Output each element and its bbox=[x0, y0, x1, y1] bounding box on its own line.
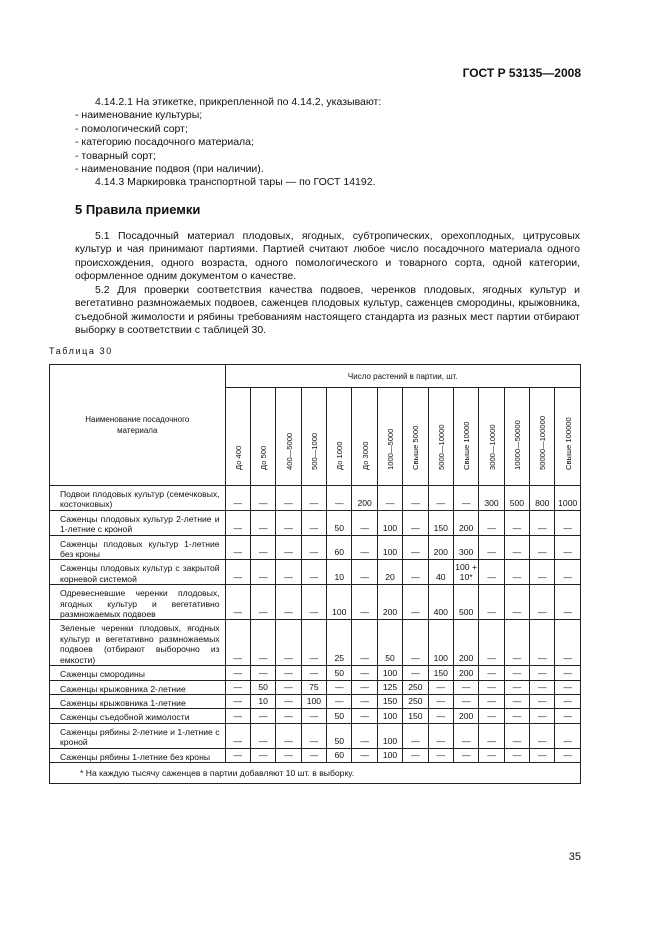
table-cell: — bbox=[479, 680, 504, 694]
table-cell: 60 bbox=[327, 748, 352, 762]
column-header bbox=[301, 388, 326, 486]
table-cell: — bbox=[530, 585, 555, 620]
column-header-label: Свыше 100000 bbox=[563, 417, 573, 470]
table-cell: — bbox=[250, 560, 275, 585]
table-cell: 100 + 10* bbox=[453, 560, 478, 585]
table-row bbox=[50, 666, 581, 680]
table-cell: — bbox=[555, 680, 581, 694]
column-header bbox=[428, 388, 453, 486]
table-cell: — bbox=[250, 723, 275, 748]
column-header-label: До 400 bbox=[233, 445, 243, 470]
table-cell: 75 bbox=[301, 680, 326, 694]
table-cell: — bbox=[225, 723, 250, 748]
table-cell: 100 bbox=[301, 694, 326, 708]
column-header bbox=[403, 388, 428, 486]
column-header bbox=[453, 388, 478, 486]
column-header-label: 500—1000 bbox=[309, 432, 319, 470]
table-cell: — bbox=[403, 486, 428, 511]
clause-4-14-2-1: 4.14.2.1 На этикетке, прикрепленной по 4.14.2, указывают: bbox=[95, 96, 382, 108]
table-cell: — bbox=[403, 560, 428, 585]
table-cell: 300 bbox=[453, 535, 478, 560]
table-cell: 100 bbox=[377, 666, 402, 680]
table-cell: — bbox=[403, 666, 428, 680]
column-header-label: 3000—10000 bbox=[487, 424, 497, 470]
table-footnote-row bbox=[50, 762, 581, 783]
column-header-label: Свыше 10000 bbox=[462, 421, 472, 470]
row-name: Саженцы рябины 1-летние без кроны bbox=[50, 748, 226, 762]
table-cell: — bbox=[530, 666, 555, 680]
table-cell: — bbox=[352, 680, 377, 694]
table-row bbox=[50, 585, 581, 620]
table-cell: — bbox=[530, 560, 555, 585]
table-cell: — bbox=[250, 486, 275, 511]
table-cell: — bbox=[301, 585, 326, 620]
table-cell: — bbox=[453, 680, 478, 694]
table-cell: — bbox=[428, 748, 453, 762]
table-cell: — bbox=[428, 723, 453, 748]
table-cell: — bbox=[225, 620, 250, 666]
table-cell: — bbox=[504, 748, 529, 762]
table-footnote: * На каждую тысячу саженцев в партии добавляют 10 шт. в выборку. bbox=[50, 762, 581, 783]
table-cell: — bbox=[403, 585, 428, 620]
row-name: Саженцы плодовых культур 2-летние и 1-летние с кроной bbox=[50, 510, 226, 535]
table-cell: — bbox=[301, 510, 326, 535]
table-cell: 200 bbox=[453, 620, 478, 666]
table-cell: — bbox=[504, 585, 529, 620]
table-cell: 100 bbox=[377, 535, 402, 560]
row-name: Подвои плодовых культур (семечковых, косточковых) bbox=[50, 486, 226, 511]
table-cell: — bbox=[225, 666, 250, 680]
table-cell: — bbox=[250, 620, 275, 666]
column-header bbox=[504, 388, 529, 486]
column-header bbox=[555, 388, 581, 486]
table-cell: 300 bbox=[479, 486, 504, 511]
table-cell: 20 bbox=[377, 560, 402, 585]
table-cell: — bbox=[555, 748, 581, 762]
table-cell: — bbox=[352, 620, 377, 666]
table-cell: — bbox=[479, 620, 504, 666]
table-cell: 200 bbox=[453, 510, 478, 535]
table-cell: — bbox=[276, 709, 301, 723]
table-cell: — bbox=[352, 694, 377, 708]
table-row bbox=[50, 560, 581, 585]
column-header bbox=[276, 388, 301, 486]
list-item: - товарный сорт; bbox=[75, 149, 156, 162]
document-header: ГОСТ Р 53135—2008 bbox=[462, 66, 581, 80]
marking-list bbox=[75, 96, 580, 190]
table-cell: — bbox=[225, 694, 250, 708]
table-cell: — bbox=[225, 486, 250, 511]
table-cell: — bbox=[555, 709, 581, 723]
table-cell: — bbox=[504, 680, 529, 694]
column-header-label: 10000—50000 bbox=[512, 420, 522, 470]
column-header bbox=[530, 388, 555, 486]
table-cell: 10 bbox=[327, 560, 352, 585]
table-cell: — bbox=[225, 709, 250, 723]
row-name: Одревесневшие черенки плодовых, ягодных культур и вегетативно размножаемых подвоев bbox=[50, 585, 226, 620]
table-cell: — bbox=[225, 585, 250, 620]
table-cell: 400 bbox=[428, 585, 453, 620]
column-header-label: До 500 bbox=[259, 445, 269, 470]
table-cell: 100 bbox=[428, 620, 453, 666]
table-cell: — bbox=[276, 535, 301, 560]
table-cell: 50 bbox=[327, 666, 352, 680]
row-name: Саженцы крыжовника 2-летние bbox=[50, 680, 226, 694]
table-cell: — bbox=[428, 709, 453, 723]
table-cell: — bbox=[276, 486, 301, 511]
table-cell: — bbox=[250, 535, 275, 560]
table-cell: — bbox=[530, 694, 555, 708]
table-cell: — bbox=[301, 560, 326, 585]
table-cell: — bbox=[250, 510, 275, 535]
table-cell: — bbox=[555, 620, 581, 666]
table-cell: — bbox=[479, 709, 504, 723]
table-cell: 60 bbox=[327, 535, 352, 560]
table-cell: — bbox=[276, 723, 301, 748]
table-cell: 250 bbox=[403, 680, 428, 694]
table-cell: — bbox=[301, 666, 326, 680]
table-row bbox=[50, 510, 581, 535]
table-cell: — bbox=[530, 535, 555, 560]
table-cell: — bbox=[428, 486, 453, 511]
table-cell: — bbox=[352, 723, 377, 748]
table-cell: — bbox=[555, 535, 581, 560]
table-row bbox=[50, 694, 581, 708]
table-cell: 25 bbox=[327, 620, 352, 666]
table-cell: — bbox=[428, 694, 453, 708]
row-name: Саженцы рябины 2-летние и 1-летние с кроной bbox=[50, 723, 226, 748]
table-cell: 250 bbox=[403, 694, 428, 708]
table-cell: — bbox=[225, 510, 250, 535]
column-header-label: 1000—5000 bbox=[386, 428, 395, 470]
table-cell: — bbox=[250, 709, 275, 723]
list-item: - категорию посадочного материала; bbox=[75, 136, 254, 149]
table-cell: — bbox=[276, 620, 301, 666]
table-cell: 50 bbox=[327, 510, 352, 535]
table-cell: 10 bbox=[250, 694, 275, 708]
column-header bbox=[225, 388, 250, 486]
column-header-label: Свыше 5000 bbox=[411, 425, 421, 470]
table-cell: — bbox=[479, 748, 504, 762]
table-cell: 1000 bbox=[555, 486, 581, 511]
table-cell: — bbox=[250, 748, 275, 762]
table-cell: — bbox=[453, 694, 478, 708]
table-row bbox=[50, 680, 581, 694]
table-cell: — bbox=[327, 694, 352, 708]
clause-5-1: 5.1 Посадочный материал плодовых, ягодных, субтропических, орехоплодных, цитрусовых культур и чая принимают партиями. Партией считают любое число посадочного материала одного происхождения, одного возраста, одного помологического и товарного сорта, одной категории, оформленное одним документом о качестве. bbox=[75, 230, 580, 283]
table-cell: 500 bbox=[453, 585, 478, 620]
table-cell: — bbox=[403, 723, 428, 748]
table-cell: — bbox=[301, 620, 326, 666]
table-cell: — bbox=[530, 620, 555, 666]
table-cell: 150 bbox=[377, 694, 402, 708]
table-cell: — bbox=[504, 694, 529, 708]
row-name: Саженцы плодовых культур 1-летние без кроны bbox=[50, 535, 226, 560]
table-cell: 50 bbox=[377, 620, 402, 666]
table-cell: 50 bbox=[327, 723, 352, 748]
column-header-label: До 3000 bbox=[360, 441, 370, 470]
table-cell: — bbox=[555, 694, 581, 708]
table-cell: — bbox=[352, 585, 377, 620]
table-cell: 50 bbox=[250, 680, 275, 694]
table-cell: — bbox=[479, 510, 504, 535]
table-cell: 40 bbox=[428, 560, 453, 585]
table-cell: — bbox=[555, 560, 581, 585]
table-cell: 100 bbox=[327, 585, 352, 620]
table-cell: 150 bbox=[428, 666, 453, 680]
table-cell: — bbox=[225, 535, 250, 560]
table-cell: — bbox=[530, 723, 555, 748]
table-cell: — bbox=[403, 620, 428, 666]
table-row bbox=[50, 723, 581, 748]
table-cell: — bbox=[276, 666, 301, 680]
table-cell: — bbox=[352, 535, 377, 560]
row-name: Саженцы смородины bbox=[50, 666, 226, 680]
table-cell: — bbox=[276, 510, 301, 535]
table-row bbox=[50, 709, 581, 723]
table-cell: — bbox=[276, 680, 301, 694]
table-cell: 800 bbox=[530, 486, 555, 511]
table-cell: — bbox=[352, 560, 377, 585]
table-cell: — bbox=[479, 723, 504, 748]
list-item: - помологический сорт; bbox=[75, 122, 188, 135]
table-cell: — bbox=[250, 666, 275, 680]
sampling-table bbox=[49, 364, 581, 784]
table-cell: 200 bbox=[352, 486, 377, 511]
table-cell: — bbox=[504, 510, 529, 535]
table-cell: — bbox=[301, 486, 326, 511]
list-item: - наименование культуры; bbox=[75, 109, 203, 122]
table-cell: — bbox=[225, 680, 250, 694]
table-cell: — bbox=[403, 535, 428, 560]
table-cell: — bbox=[428, 680, 453, 694]
column-header bbox=[479, 388, 504, 486]
table-cell: — bbox=[555, 510, 581, 535]
table-row bbox=[50, 620, 581, 666]
row-name: Саженцы съедобной жимолости bbox=[50, 709, 226, 723]
table-row bbox=[50, 748, 581, 762]
column-group-header: Число растений в партии, шт. bbox=[225, 365, 580, 388]
table-cell: — bbox=[301, 748, 326, 762]
list-item: - наименование подвоя (при наличии). bbox=[75, 163, 264, 176]
table-cell: 125 bbox=[377, 680, 402, 694]
table-cell: 100 bbox=[377, 723, 402, 748]
section-title: 5 Правила приемки bbox=[75, 202, 201, 217]
table-cell: — bbox=[555, 723, 581, 748]
table-row bbox=[50, 535, 581, 560]
clause-4-14-3: 4.14.3 Маркировка транспортной тары — по ГОСТ 14192. bbox=[95, 176, 376, 189]
table-cell: 100 bbox=[377, 748, 402, 762]
table-cell: — bbox=[225, 748, 250, 762]
table-cell: — bbox=[276, 694, 301, 708]
table-row bbox=[50, 486, 581, 511]
column-header bbox=[352, 388, 377, 486]
table-cell: 200 bbox=[377, 585, 402, 620]
table-cell: — bbox=[504, 560, 529, 585]
table-cell: — bbox=[504, 535, 529, 560]
table-cell: — bbox=[504, 723, 529, 748]
table-cell: 200 bbox=[453, 666, 478, 680]
clause-5-2: 5.2 Для проверки соответствия качества подвоев, черенков плодовых, ягодных культур и вегетативно размножаемых подвоев, саженцев плодовых культур, саженцев смородины, крыжовника, съедобной жимолости и рябины требованиям настоящего стандарта из разных мест партии отбирают выборку в соответствии с таблицей 30. bbox=[75, 284, 580, 337]
table-cell: — bbox=[276, 560, 301, 585]
table-cell: — bbox=[453, 748, 478, 762]
table-cell: 50 bbox=[327, 709, 352, 723]
table-cell: — bbox=[377, 486, 402, 511]
table-cell: — bbox=[479, 666, 504, 680]
table-cell: — bbox=[225, 560, 250, 585]
table-cell: — bbox=[530, 709, 555, 723]
column-header-label: 5000—10000 bbox=[436, 424, 446, 470]
column-header bbox=[250, 388, 275, 486]
table-cell: — bbox=[479, 585, 504, 620]
table-cell: — bbox=[352, 709, 377, 723]
table-cell: — bbox=[479, 560, 504, 585]
table-cell: — bbox=[555, 666, 581, 680]
table-cell: — bbox=[352, 748, 377, 762]
table-cell: — bbox=[301, 723, 326, 748]
table-cell: — bbox=[555, 585, 581, 620]
table-cell: — bbox=[504, 620, 529, 666]
row-name: Зеленые черенки плодовых, ягодных культур и вегетативно размножаемых подвоев (отбирают выборочно из емкости) bbox=[50, 620, 226, 666]
table-cell: — bbox=[453, 723, 478, 748]
table-caption: Таблица 30 bbox=[49, 346, 113, 356]
table-cell: — bbox=[301, 709, 326, 723]
table-cell: — bbox=[530, 748, 555, 762]
table-cell: 100 bbox=[377, 510, 402, 535]
table-cell: — bbox=[453, 486, 478, 511]
table-cell: — bbox=[479, 535, 504, 560]
table-cell: 150 bbox=[428, 510, 453, 535]
table-cell: — bbox=[504, 709, 529, 723]
table-cell: — bbox=[250, 585, 275, 620]
table-cell: 200 bbox=[428, 535, 453, 560]
table-cell: — bbox=[352, 510, 377, 535]
column-header bbox=[377, 388, 402, 486]
table-cell: — bbox=[403, 748, 428, 762]
table-cell: 500 bbox=[504, 486, 529, 511]
table-cell: — bbox=[403, 510, 428, 535]
column-header-name: Наименование посадочного материала bbox=[50, 365, 226, 486]
table-cell: — bbox=[276, 748, 301, 762]
table-cell: — bbox=[327, 680, 352, 694]
table-cell: — bbox=[479, 694, 504, 708]
table-cell: 200 bbox=[453, 709, 478, 723]
column-header bbox=[327, 388, 352, 486]
page-number: 35 bbox=[568, 851, 581, 863]
column-header-label: 400—5000 bbox=[284, 432, 294, 470]
column-header-label: До 1000 bbox=[335, 441, 345, 470]
row-name: Саженцы плодовых культур с закрытой корневой системой bbox=[50, 560, 226, 585]
table-cell: 100 bbox=[377, 709, 402, 723]
column-header-label: 50000—100000 bbox=[538, 415, 548, 470]
table-cell: 150 bbox=[403, 709, 428, 723]
row-name: Саженцы крыжовника 1-летние bbox=[50, 694, 226, 708]
table-cell: — bbox=[504, 666, 529, 680]
table-cell: — bbox=[530, 510, 555, 535]
table-cell: — bbox=[276, 585, 301, 620]
table-cell: — bbox=[352, 666, 377, 680]
table-cell: — bbox=[327, 486, 352, 511]
table-cell: — bbox=[530, 680, 555, 694]
table-cell: — bbox=[301, 535, 326, 560]
